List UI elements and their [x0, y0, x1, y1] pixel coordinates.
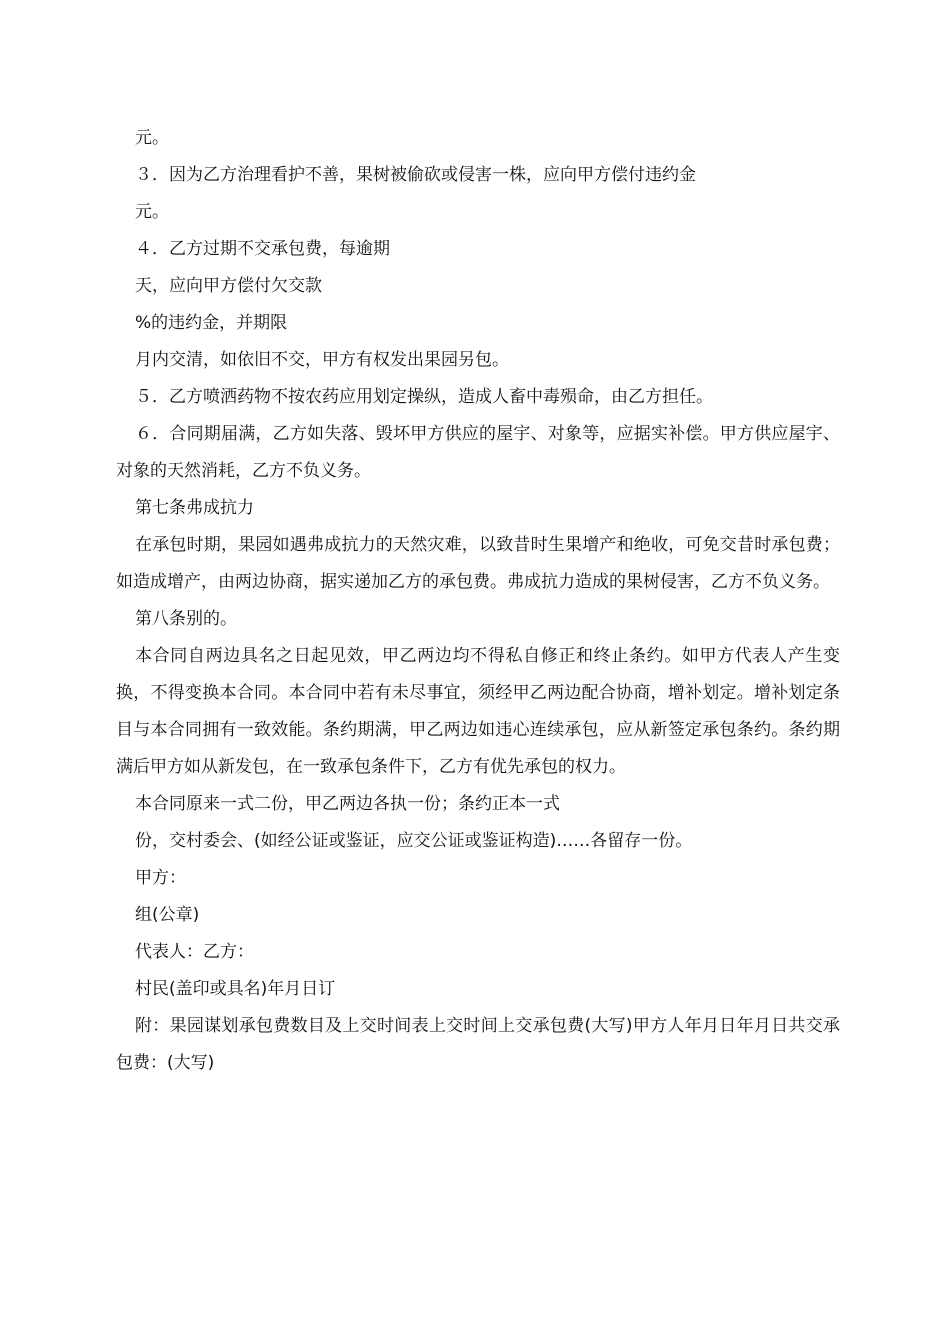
- paragraph: %的违约金，并期限: [135, 313, 288, 333]
- document-body: [116, 120, 840, 1082]
- paragraph: ６．合同期届满，乙方如失落、毁坏甲方供应的屋宇、对象等，应据实补偿。甲方供应屋宇、对象的天然消耗，乙方不负义务。: [116, 424, 840, 481]
- paragraph: 在承包时期，果园如遇弗成抗力的天然灾难，以致昔时生果增产和绝收，可免交昔时承包费；如造成增产，由两边协商，据实递加乙方的承包费。弗成抗力造成的果树侵害，乙方不负义务。: [116, 535, 840, 592]
- paragraph: 本合同原来一式二份，甲乙两边各执一份；条约正本一式: [135, 794, 560, 814]
- signature-line: 村民(盖印或具名)年月日订: [135, 979, 336, 999]
- paragraph: 元。: [135, 128, 169, 148]
- signature-line: 组(公章): [135, 905, 200, 925]
- paragraph: 月内交清，如依旧不交，甲方有权发出果园另包。: [135, 350, 509, 370]
- section-heading: 第八条别的。: [135, 609, 237, 629]
- section-heading: 第七条弗成抗力: [135, 498, 254, 518]
- signature-line: 甲方：: [135, 868, 186, 888]
- paragraph: ５．乙方喷洒药物不按农药应用划定操纵，造成人畜中毒殒命，由乙方担任。: [135, 387, 713, 407]
- paragraph: 天，应向甲方偿付欠交款: [135, 276, 322, 296]
- paragraph: ３．因为乙方治理看护不善，果树被偷砍或侵害一株，应向甲方偿付违约金: [135, 165, 696, 185]
- paragraph: ４．乙方过期不交承包费，每逾期: [135, 239, 390, 259]
- paragraph: 份，交村委会、(如经公证或鉴证，应交公证或鉴证构造)……各留存一份。: [135, 831, 693, 851]
- signature-line: 代表人：乙方：: [135, 942, 254, 962]
- paragraph: 元。: [135, 202, 169, 222]
- paragraph: 本合同自两边具名之日起见效，甲乙两边均不得私自修正和终止条约。如甲方代表人产生变换，不得变换本合同。本合同中若有未尽事宜，须经甲乙两边配合协商，增补划定。增补划定条目与本合同拥有一致效能。条约期满，甲乙两边如违心连续承包，应从新签定承包条约。条约期满后甲方如从新发包，在一致承包条件下，乙方有优先承包的权力。: [116, 646, 840, 777]
- appendix-paragraph: 附：果园谋划承包费数目及上交时间表上交时间上交承包费(大写)甲方人年月日年月日共交承包费：(大写): [116, 1016, 840, 1073]
